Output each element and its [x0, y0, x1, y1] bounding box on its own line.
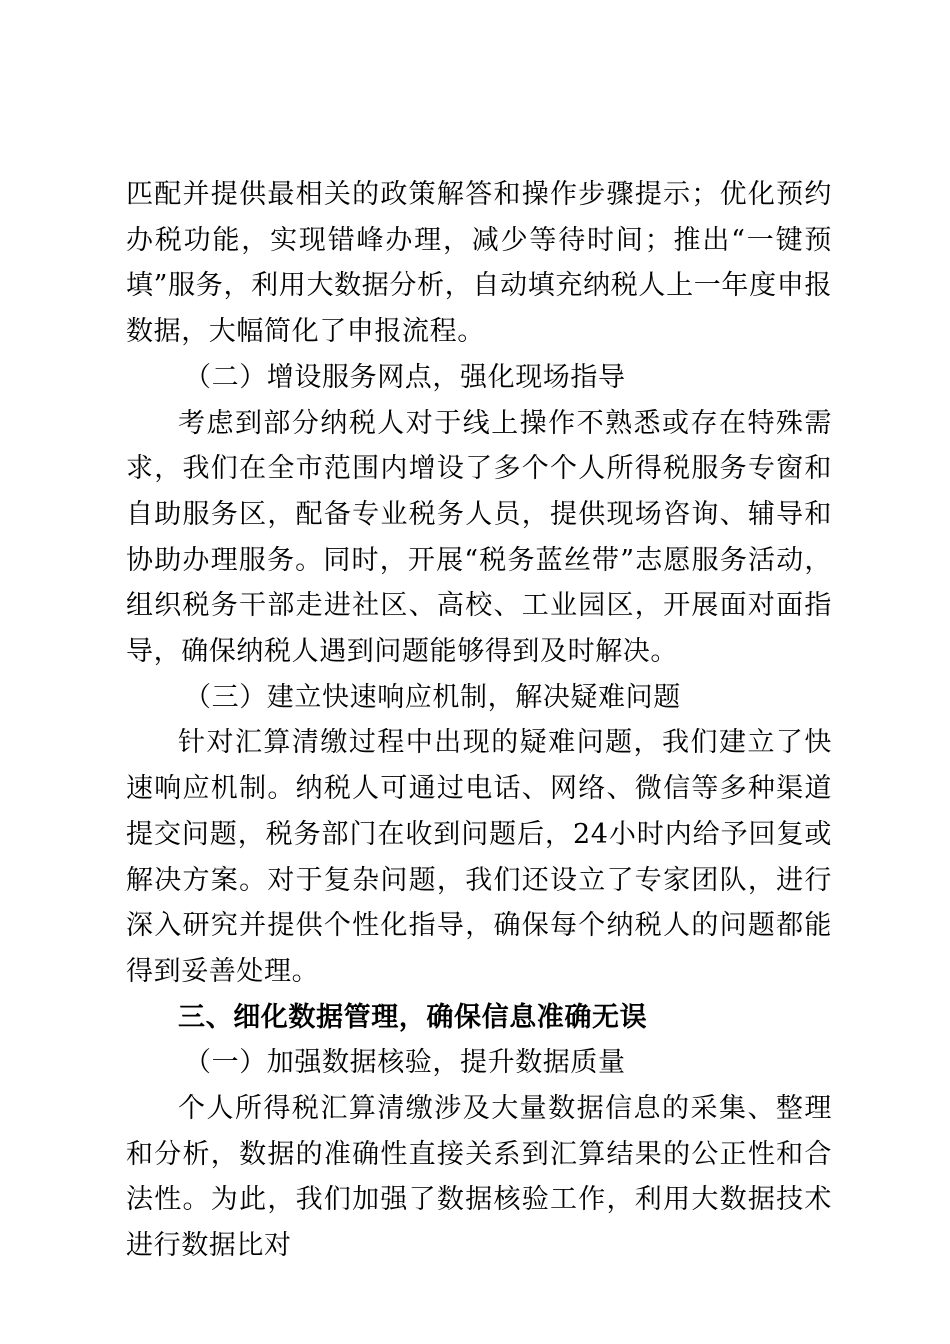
document-body	[126, 172, 832, 1269]
subheading-3: （三）建立快速响应机制，解决疑难问题	[184, 681, 681, 713]
paragraph-rapid-response: 针对汇算清缴过程中出现的疑难问题，我们建立了快速响应机制。纳税人可通过电话、网络、微信等多种渠道提交问题，税务部门在收到问题后，24小时内给予回复或解决方案。对于复杂问题，我们还设立了专家团队，进行深入研究并提供个性化指导，确保每个纳税人的问题都能得到妥善处理。	[126, 727, 832, 987]
subheading-1: （一）加强数据核验，提升数据质量	[184, 1047, 626, 1079]
section-heading-3: 三、细化数据管理，确保信息准确无误	[178, 1001, 648, 1033]
paragraph-service-points: 考虑到部分纳税人对于线上操作不熟悉或存在特殊需求，我们在全市范围内增设了多个个人所得税服务专窗和自助服务区，配备专业税务人员，提供现场咨询、辅导和协助办理服务。同时，开展“税务蓝丝带”志愿服务活动，组织税务干部走进社区、高校、工业园区，开展面对面指导，确保纳税人遇到问题能够得到及时解决。	[126, 407, 832, 668]
subheading-2: （二）增设服务网点，强化现场指导	[184, 361, 626, 393]
paragraph-data-verification: 个人所得税汇算清缴涉及大量数据信息的采集、整理和分析，数据的准确性直接关系到汇算结果的公正性和合法性。为此，我们加强了数据核验工作，利用大数据技术进行数据比对	[126, 1093, 832, 1262]
paragraph-continued: 匹配并提供最相关的政策解答和操作步骤提示；优化预约办税功能，实现错峰办理，减少等待时间；推出“一键预填”服务，利用大数据分析，自动填充纳税人上一年度申报数据，大幅简化了申报流程。	[126, 179, 832, 348]
